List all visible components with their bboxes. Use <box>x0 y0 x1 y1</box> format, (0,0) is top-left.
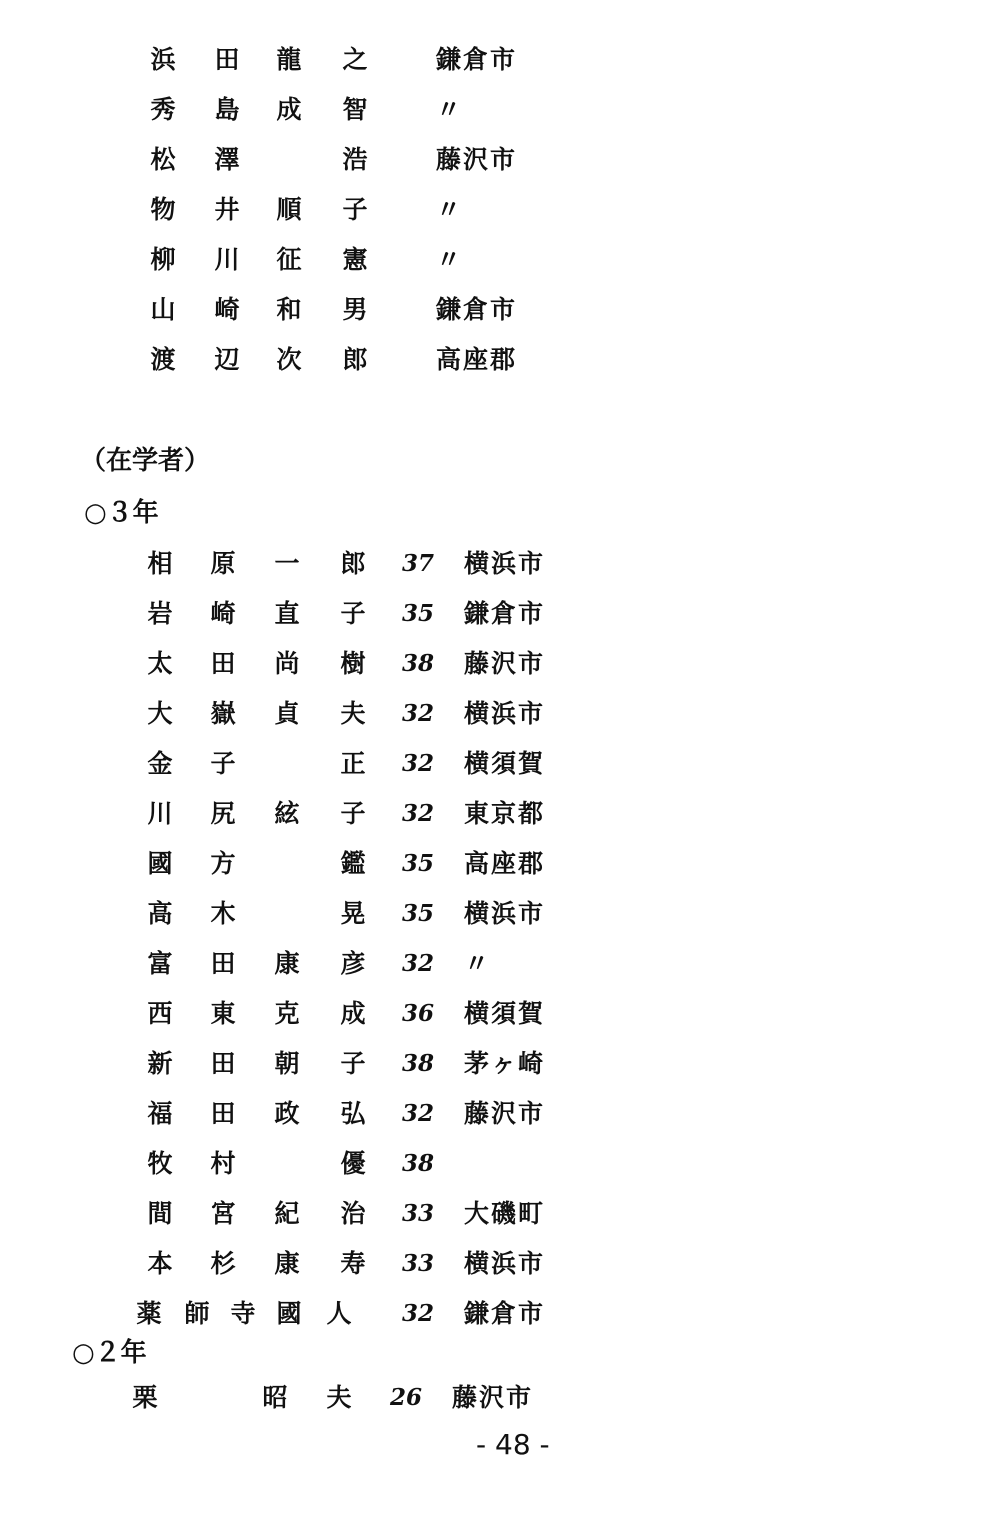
name-char: 師 <box>184 1299 210 1328</box>
entry-year: 36 <box>402 1000 435 1027</box>
list-item <box>0 138 548 182</box>
name-char: 福 <box>147 1099 173 1128</box>
entry-year: 32 <box>402 800 435 827</box>
name-char: 郎 <box>340 549 366 578</box>
name-char: 秀 <box>150 95 176 124</box>
name-char: 間 <box>147 1199 173 1228</box>
name-char: 絃 <box>274 799 300 828</box>
entry-city: 高座郡 <box>464 849 546 878</box>
name-char: 征 <box>276 245 302 274</box>
name-char: 紀 <box>274 1199 300 1228</box>
name-char: 山 <box>150 295 176 324</box>
name-char: 子 <box>340 599 366 628</box>
name-char: 夫 <box>340 699 366 728</box>
name-char: 高 <box>147 899 173 928</box>
entry-city: 東京都 <box>464 799 546 828</box>
name-char: 杉 <box>210 1249 236 1278</box>
entry-city: 鎌倉市 <box>436 295 518 324</box>
name-char: 郎 <box>342 345 368 374</box>
name-char: 島 <box>214 95 240 124</box>
name-char: 次 <box>276 345 302 374</box>
name-char: 成 <box>340 999 366 1028</box>
name-char: 木 <box>210 899 236 928</box>
name-char: 物 <box>150 195 176 224</box>
name-char: 崎 <box>210 599 236 628</box>
name-char: 富 <box>147 949 173 978</box>
name-char: 子 <box>342 195 368 224</box>
name-char: 康 <box>274 949 300 978</box>
name-char: 辺 <box>214 345 240 374</box>
name-char: 昭 <box>262 1383 288 1412</box>
entry-city: 横浜市 <box>464 899 546 928</box>
name-char: 貞 <box>274 699 300 728</box>
name-char: 男 <box>342 295 368 324</box>
name-char: 宮 <box>210 1199 236 1228</box>
name-char: 治 <box>340 1199 366 1228</box>
name-char: 子 <box>340 1049 366 1078</box>
list-item <box>0 1192 548 1236</box>
list-item <box>0 188 548 232</box>
name-char: 太 <box>147 649 173 678</box>
entry-year: 32 <box>402 750 435 777</box>
entry-year: 38 <box>402 1050 435 1077</box>
name-char: 渡 <box>150 345 176 374</box>
entry-year: 35 <box>402 600 435 627</box>
name-char: 田 <box>214 45 240 74</box>
list-item <box>0 288 548 332</box>
name-char: 憲 <box>342 245 368 274</box>
name-char: 龍 <box>276 45 302 74</box>
name-char: 順 <box>276 195 302 224</box>
name-char: 康 <box>274 1249 300 1278</box>
name-char: 一 <box>274 549 300 578</box>
name-char: 川 <box>147 799 173 828</box>
name-char: 大 <box>147 699 173 728</box>
name-char: 樹 <box>340 649 366 678</box>
entry-year: 35 <box>402 900 435 927</box>
name-char: 崎 <box>214 295 240 324</box>
list-item <box>0 238 548 282</box>
entry-city: 横浜市 <box>464 1249 546 1278</box>
list-item <box>0 642 548 686</box>
list-item <box>0 1242 548 1286</box>
entry-city: 藤沢市 <box>452 1383 534 1412</box>
year3-label: ○３年 <box>84 498 159 528</box>
entry-year: 35 <box>402 850 435 877</box>
name-char: 柳 <box>150 245 176 274</box>
entry-city: 藤沢市 <box>436 145 518 174</box>
name-char: 人 <box>326 1299 352 1328</box>
name-char: 克 <box>274 999 300 1028</box>
name-char: 寿 <box>340 1249 366 1278</box>
name-char: 川 <box>214 245 240 274</box>
name-char: 子 <box>210 749 236 778</box>
name-char: 金 <box>147 749 173 778</box>
entry-year: 38 <box>402 650 435 677</box>
entry-city: 横浜市 <box>464 699 546 728</box>
name-char: 井 <box>214 195 240 224</box>
name-char: 薬 <box>136 1299 162 1328</box>
entry-year: 32 <box>402 700 435 727</box>
name-char: 浜 <box>150 45 176 74</box>
name-char: 國 <box>147 849 173 878</box>
list-item <box>0 1376 548 1420</box>
list-item <box>0 1292 548 1336</box>
entry-year: 38 <box>402 1150 435 1177</box>
list-item <box>0 1092 548 1136</box>
list-item <box>0 992 548 1036</box>
name-char: 嶽 <box>210 699 236 728</box>
list-item <box>0 842 548 886</box>
name-char: 智 <box>342 95 368 124</box>
entry-city: 高座郡 <box>436 345 518 374</box>
entry-year: 32 <box>402 1300 435 1327</box>
list-item <box>0 692 548 736</box>
entry-city: 〃 <box>464 949 492 978</box>
list-item <box>0 542 548 586</box>
name-char: 田 <box>210 1099 236 1128</box>
name-char: 晃 <box>340 899 366 928</box>
name-char: 栗 <box>132 1383 158 1412</box>
section-label: （在学者） <box>80 446 211 476</box>
list-item <box>0 792 548 836</box>
name-char: 本 <box>147 1249 173 1278</box>
name-char: 田 <box>210 649 236 678</box>
entry-year: 26 <box>390 1384 423 1411</box>
name-char: 彦 <box>340 949 366 978</box>
entry-city: 横浜市 <box>464 549 546 578</box>
name-char: 新 <box>147 1049 173 1078</box>
name-char: 政 <box>274 1099 300 1128</box>
entry-city: 鎌倉市 <box>464 1299 546 1328</box>
entry-city: 大磯町 <box>464 1199 546 1228</box>
entry-city: 藤沢市 <box>464 649 546 678</box>
list-item <box>0 38 548 82</box>
name-char: 方 <box>210 849 236 878</box>
name-char: 子 <box>340 799 366 828</box>
entry-city: 〃 <box>436 245 464 274</box>
name-char: 弘 <box>340 1099 366 1128</box>
name-char: 岩 <box>147 599 173 628</box>
entry-year: 32 <box>402 1100 435 1127</box>
name-char: 松 <box>150 145 176 174</box>
name-char: 尚 <box>274 649 300 678</box>
list-item <box>0 942 548 986</box>
name-char: 和 <box>276 295 302 324</box>
list-item <box>0 1142 548 1186</box>
name-char: 國 <box>276 1299 302 1328</box>
name-char: 西 <box>147 999 173 1028</box>
entry-city: 藤沢市 <box>464 1099 546 1128</box>
name-char: 尻 <box>210 799 236 828</box>
entry-year: 37 <box>402 550 435 577</box>
name-char: 澤 <box>214 145 240 174</box>
name-char: 東 <box>210 999 236 1028</box>
name-char: 直 <box>274 599 300 628</box>
name-char: 村 <box>210 1149 236 1178</box>
name-char: 之 <box>342 45 368 74</box>
name-char: 正 <box>340 749 366 778</box>
page-number: - 48 - <box>476 1428 550 1461</box>
list-item <box>0 892 548 936</box>
list-item <box>0 338 548 382</box>
name-char: 田 <box>210 1049 236 1078</box>
entry-year: 32 <box>402 950 435 977</box>
entry-city: 〃 <box>436 195 464 224</box>
name-char: 寺 <box>230 1299 256 1328</box>
list-item <box>0 592 548 636</box>
entry-city: 鎌倉市 <box>436 45 518 74</box>
list-item <box>0 742 548 786</box>
name-char: 朝 <box>274 1049 300 1078</box>
entry-city: 横須賀 <box>464 749 546 778</box>
name-char: 相 <box>147 549 173 578</box>
entry-city: 鎌倉市 <box>464 599 546 628</box>
name-char: 牧 <box>147 1149 173 1178</box>
name-char: 夫 <box>326 1383 352 1412</box>
entry-year: 33 <box>402 1250 435 1277</box>
name-char: 優 <box>340 1149 366 1178</box>
year2-label: ○２年 <box>72 1338 147 1368</box>
entry-city: 茅ヶ崎 <box>464 1049 546 1078</box>
entry-year: 33 <box>402 1200 435 1227</box>
list-item <box>0 88 548 132</box>
entry-city: 〃 <box>436 95 464 124</box>
name-char: 鑑 <box>340 849 366 878</box>
list-item <box>0 1042 548 1086</box>
name-char: 浩 <box>342 145 368 174</box>
name-char: 成 <box>276 95 302 124</box>
name-char: 原 <box>210 549 236 578</box>
name-char: 田 <box>210 949 236 978</box>
entry-city: 横須賀 <box>464 999 546 1028</box>
